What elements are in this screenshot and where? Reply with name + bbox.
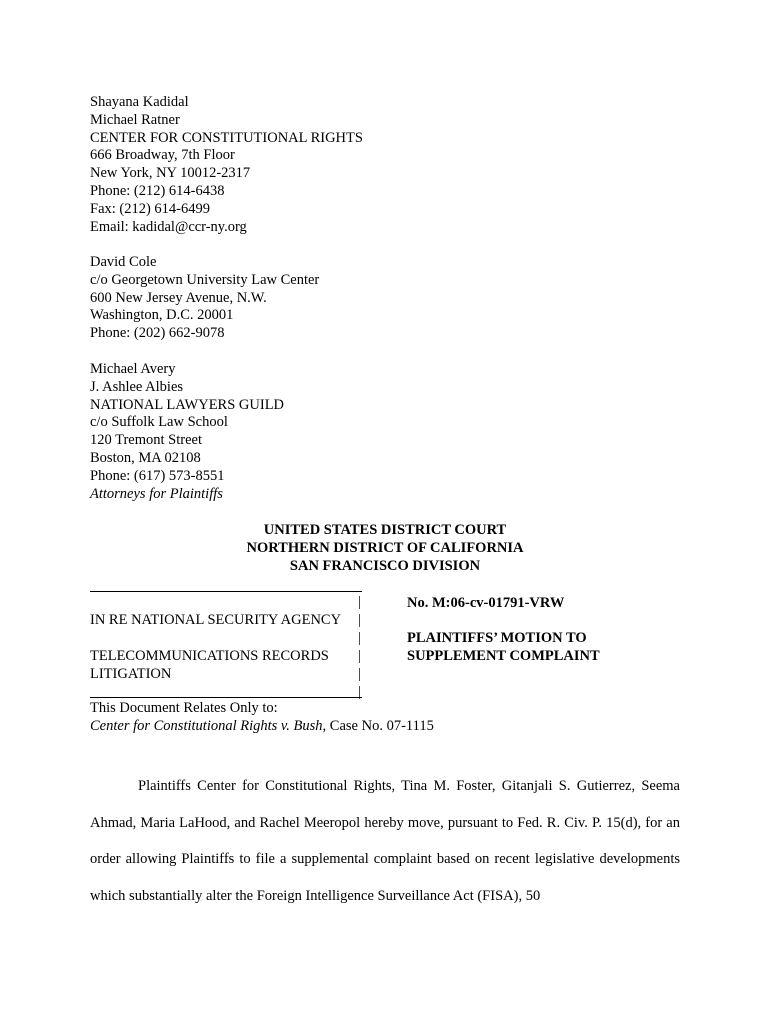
counsel-line: c/o Suffolk Law School <box>90 414 228 431</box>
relates-intro: This Document Relates Only to: <box>90 700 278 716</box>
caption-case-title <box>90 593 341 683</box>
caption-line <box>90 593 341 611</box>
caption-separator: | <box>358 630 361 646</box>
caption-separator: | <box>358 648 361 664</box>
counsel-line: NATIONAL LAWYERS GUILD <box>90 396 285 413</box>
counsel-line: New York, NY 10012-2317 <box>90 165 251 182</box>
body-paragraph: Plaintiffs Center for Constitutional Rights, Tina M. Foster, Gitanjali S. Gutierrez, Seema Ahmad, Maria LaHood, and Rachel Meeropol hereby move, pursuant to Fed. R. Civ. P. 15(d), for an order allowing Plaintiffs to file a supplemental complaint based on recent legislative developments which substantially alter the Foreign Intelligence Surveillance Act (FISA), 50 <box>90 778 680 904</box>
counsel-line: CENTER FOR CONSTITUTIONAL RIGHTS <box>90 129 363 146</box>
related-case-notice <box>90 699 434 735</box>
counsel-line: David Cole <box>90 254 157 270</box>
caption-line: TELECOMMUNICATIONS RECORDS <box>90 648 329 664</box>
counsel-block-nlg <box>90 361 284 503</box>
counsel-line: Shayana Kadidal <box>90 94 189 110</box>
attorney-role: Attorneys for Plaintiffs <box>90 485 223 502</box>
related-case-number: , Case No. 07-1115 <box>322 718 434 734</box>
counsel-line: Phone: (212) 614-6438 <box>90 182 225 199</box>
counsel-line: c/o Georgetown University Law Center <box>90 271 320 288</box>
caption-line: LITIGATION <box>90 666 172 682</box>
court-name: UNITED STATES DISTRICT COURT <box>263 522 507 538</box>
counsel-line: J. Ashlee Albies <box>90 378 184 395</box>
counsel-line: Phone: (617) 573-8551 <box>90 467 225 484</box>
related-case <box>90 717 434 735</box>
counsel-line: Phone: (202) 662-9078 <box>90 325 225 342</box>
court-heading <box>90 521 680 575</box>
caption-separator: | <box>358 594 361 610</box>
counsel-line: Fax: (212) 614-6499 <box>90 200 211 217</box>
motion-title <box>407 629 600 665</box>
caption-separators <box>358 593 361 701</box>
counsel-line: 600 New Jersey Avenue, N.W. <box>90 289 267 306</box>
caption-line <box>90 629 341 647</box>
counsel-line: Email: kadidal@ccr-ny.org <box>90 218 247 235</box>
caption-bottom-rule <box>90 697 362 698</box>
case-number: No. M:06-cv-01791-VRW <box>407 595 565 611</box>
motion-body <box>90 768 680 914</box>
counsel-block-cole <box>90 254 319 343</box>
counsel-line: 666 Broadway, 7th Floor <box>90 147 235 164</box>
counsel-line: 120 Tremont Street <box>90 432 202 449</box>
counsel-line: Michael Avery <box>90 361 176 377</box>
motion-title-line: SUPPLEMENT COMPLAINT <box>407 648 600 664</box>
caption-top-rule <box>90 591 362 592</box>
counsel-line: Michael Ratner <box>90 111 180 128</box>
caption-separator: | <box>358 666 361 682</box>
caption-line: IN RE NATIONAL SECURITY AGENCY <box>90 612 342 628</box>
counsel-block-ccr <box>90 94 363 236</box>
motion-title-line: PLAINTIFFS’ MOTION TO <box>407 630 587 646</box>
court-division: SAN FRANCISCO DIVISION <box>289 558 481 574</box>
counsel-line: Boston, MA 02108 <box>90 449 201 466</box>
counsel-line: Washington, D.C. 20001 <box>90 307 234 324</box>
related-case-name: Center for Constitutional Rights v. Bush <box>90 718 323 734</box>
caption-separator: | <box>358 684 361 700</box>
caption-separator: | <box>358 612 361 628</box>
court-district: NORTHERN DISTRICT OF CALIFORNIA <box>246 540 524 556</box>
